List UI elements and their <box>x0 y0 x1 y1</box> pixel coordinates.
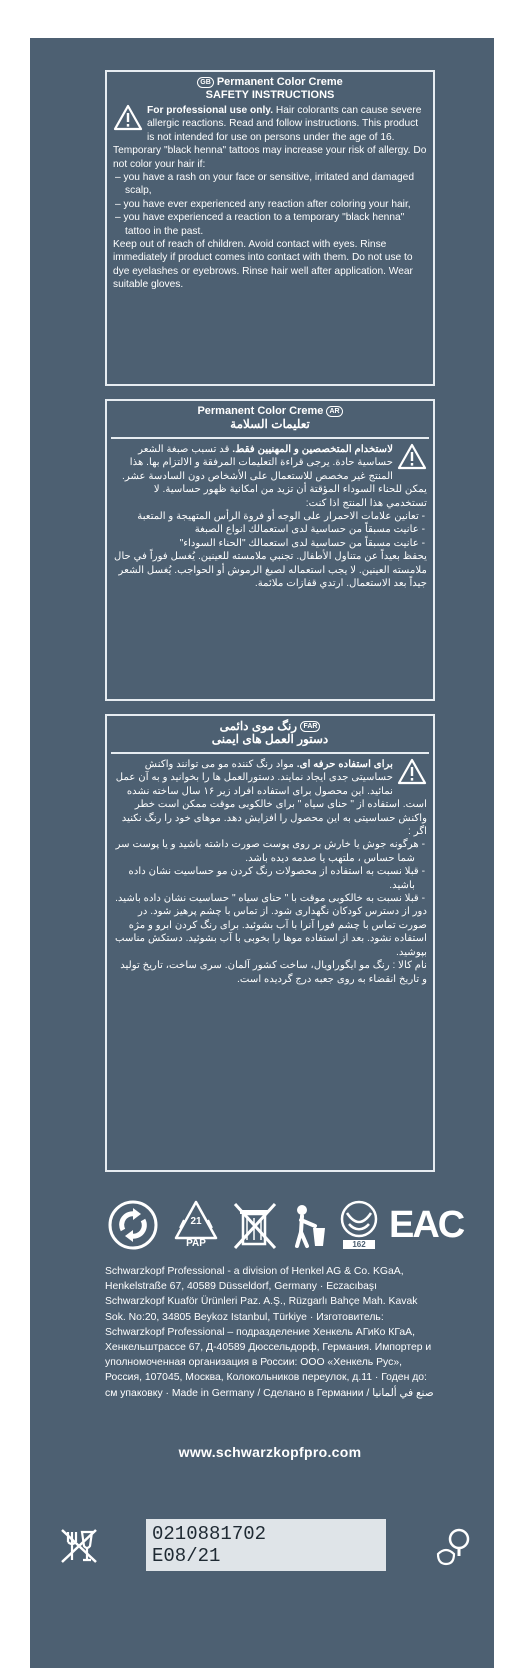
recycle-icon <box>105 1200 161 1250</box>
english-body: For professional use only. Hair colorants can cause severe allergic reactions. Read and follow instructions. This product is not intended for use on persons under the age of 16. Temporary "black henna" tattoos may increase your risk of allergy. Do not color your hair if: – you have a rash on your face or sensitive, irritated and damaged scalp, – you have ever experienced any reaction after coloring your hair, – you have experienced a reaction to a temporary "black henna" tattoo in the past. Keep out of reach of children. Avoid contact with eyes. Rinse immediately if product comes into contact with them. Do not use to dye eyelashes or eyebrows. Rinse hair well after application. Wear suitable gloves. <box>113 105 427 291</box>
warning-icon <box>397 758 427 785</box>
arabic-subtitle: تعليمات السلامة <box>230 417 310 431</box>
website-url: www.schwarzkopfpro.com <box>178 1444 362 1460</box>
arabic-title: Permanent Color Creme AR <box>113 405 427 418</box>
divider <box>111 437 429 439</box>
manufacturer-info: Schwarzkopf Professional - a division of Henkel AG & Co. KGaA, Henkelstraße 67, 40589 Düsseldorf, Germany · Eczacıbaşı Schwarzkopf Kuaför Ürünleri Paz. A.Ş., Rüzgarlı Bahçe Mah. Kavak Sok. No:20, 34805 Beykoz Istanbul, Türkiye · Изготовитель: Schwarzkopf Professional – подразделение Хенкель АГиКо КГаА, Хенкельштрассе 67, Д-40589 Дюссельдорф, Германия. Импортер и уполномоченная организация в России: ООО «Хенкель Рус», Россия, 107045, Москва, Колокольников переулок, д.11 · Годен до: см упаковку · Made in Germany / Сделано в Германии / صنع في ألمانيا <box>105 1266 434 1399</box>
safety-panel-arabic <box>105 399 435 701</box>
divider <box>111 752 429 754</box>
warning-icon <box>397 443 427 470</box>
pao-label: PAP <box>186 1238 206 1249</box>
safety-panel-english <box>105 70 435 386</box>
language-badge-ar: AR <box>326 406 342 417</box>
farsi-title: رنگ موی دائمی FAR <box>113 720 427 733</box>
batch-code: 0210881702 <box>152 1523 267 1545</box>
crossed-glass-fork-icon <box>58 1526 100 1566</box>
crossed-bin-icon <box>229 1198 281 1252</box>
english-subtitle: SAFETY INSTRUCTIONS <box>205 89 335 101</box>
expiry-code: E08/21 <box>152 1545 221 1567</box>
hand-mirror-icon <box>432 1524 476 1568</box>
language-badge-gb: GB <box>197 77 214 88</box>
tidyman-icon <box>289 1202 329 1250</box>
eac-mark: EAC <box>389 1204 464 1246</box>
pao-number: 21 <box>190 1216 202 1227</box>
farsi-subtitle: دستور العمل های ایمنی <box>211 732 329 746</box>
symbol-row <box>105 1196 464 1256</box>
safety-panel-farsi <box>105 714 435 1172</box>
language-badge-far: FAR <box>300 721 320 732</box>
warning-icon <box>113 104 143 131</box>
batch-stamp <box>146 1519 386 1571</box>
farsi-body: برای استفاده حرفه ای. مواد رنگ کننده مو می توانند واکنش حساسیتی جدی ایجاد نمایند. دستورالعمل ها را بخوانید و به آن عمل نمائید. این محصول برای استفاده افراد زیر ۱۶ سال ساخته نشده است. استفاده از " حنای سیاه " برای خالکوبی موقت ممکن است خطر واکنش حساسیتی به این محصول را افزایش دهد. موهای خود را رنگ نکنید اگر : - هرگونه جوش یا خارش بر روی پوست صورت داشته باشید و یا پوست سر شما حساس ، ملتهب یا صدمه دیده باشد. - قبلا نسبت به استفاده از محصولات رنگ کردن مو حساسیت نشان داده باشید. - قبلا نسبت به خالکوبی موقت با " حنای سیاه " حساسیت نشان داده باشید. دور از دسترس کودکان نگهداری شود. از تماس با چشم پرهیز شود. در صورت تماس با چشم فورا آنرا با آب بشوئید. برای رنگ کردن ابرو و مژه استفاده نشود. بعد از استفاده موها را بخوبی با آب بشوئید. دستکش مناسب بپوشید. نام کالا : رنگ مو ایگوراویال، ساخت کشور آلمان. سری ساخت، تاریخ تولید و تاریخ انقضاء به روی جعبه درج گردیده است. <box>114 759 427 985</box>
uz-mark-number: 162 <box>352 1240 366 1249</box>
english-title: GB Permanent Color Creme <box>113 76 427 89</box>
arabic-body: لاستخدام المتخصصين و المهنيين فقط. قد تسبب صبغة الشعر حساسية حادة. يرجى قراءة التعليمات المرفقة و الالتزام بها. هذا المنتج غير مخصص للاستعمال على الأشخاص دون السادسة عشر. يمكن للحناء السوداء المؤقتة أن تزيد من امكانية ظهور حساسية. لا تستخدمي هذا المنتج اذا كنت: - تعانين علامات الاحمرار على الوجه أو فروة الرأس المتهيجة و المتعبة - عانيت مسبقاً من حساسية لدى استعمالك انواع الصبغة - عانيت مسبقاً من حساسية لدى استعمالك "الحناء السوداء" يحفظ بعيداً عن متناول الأطفال. تجنبي ملامسته للعينين. يُغسل فوراً في حال ملامسته العينين. لا يجب استعماله لصبغ الرموش أو الحواجب. يُغسل الشعر جيداً بعد الاستعمال. ارتدي قفازات ملائمة. <box>114 444 427 590</box>
